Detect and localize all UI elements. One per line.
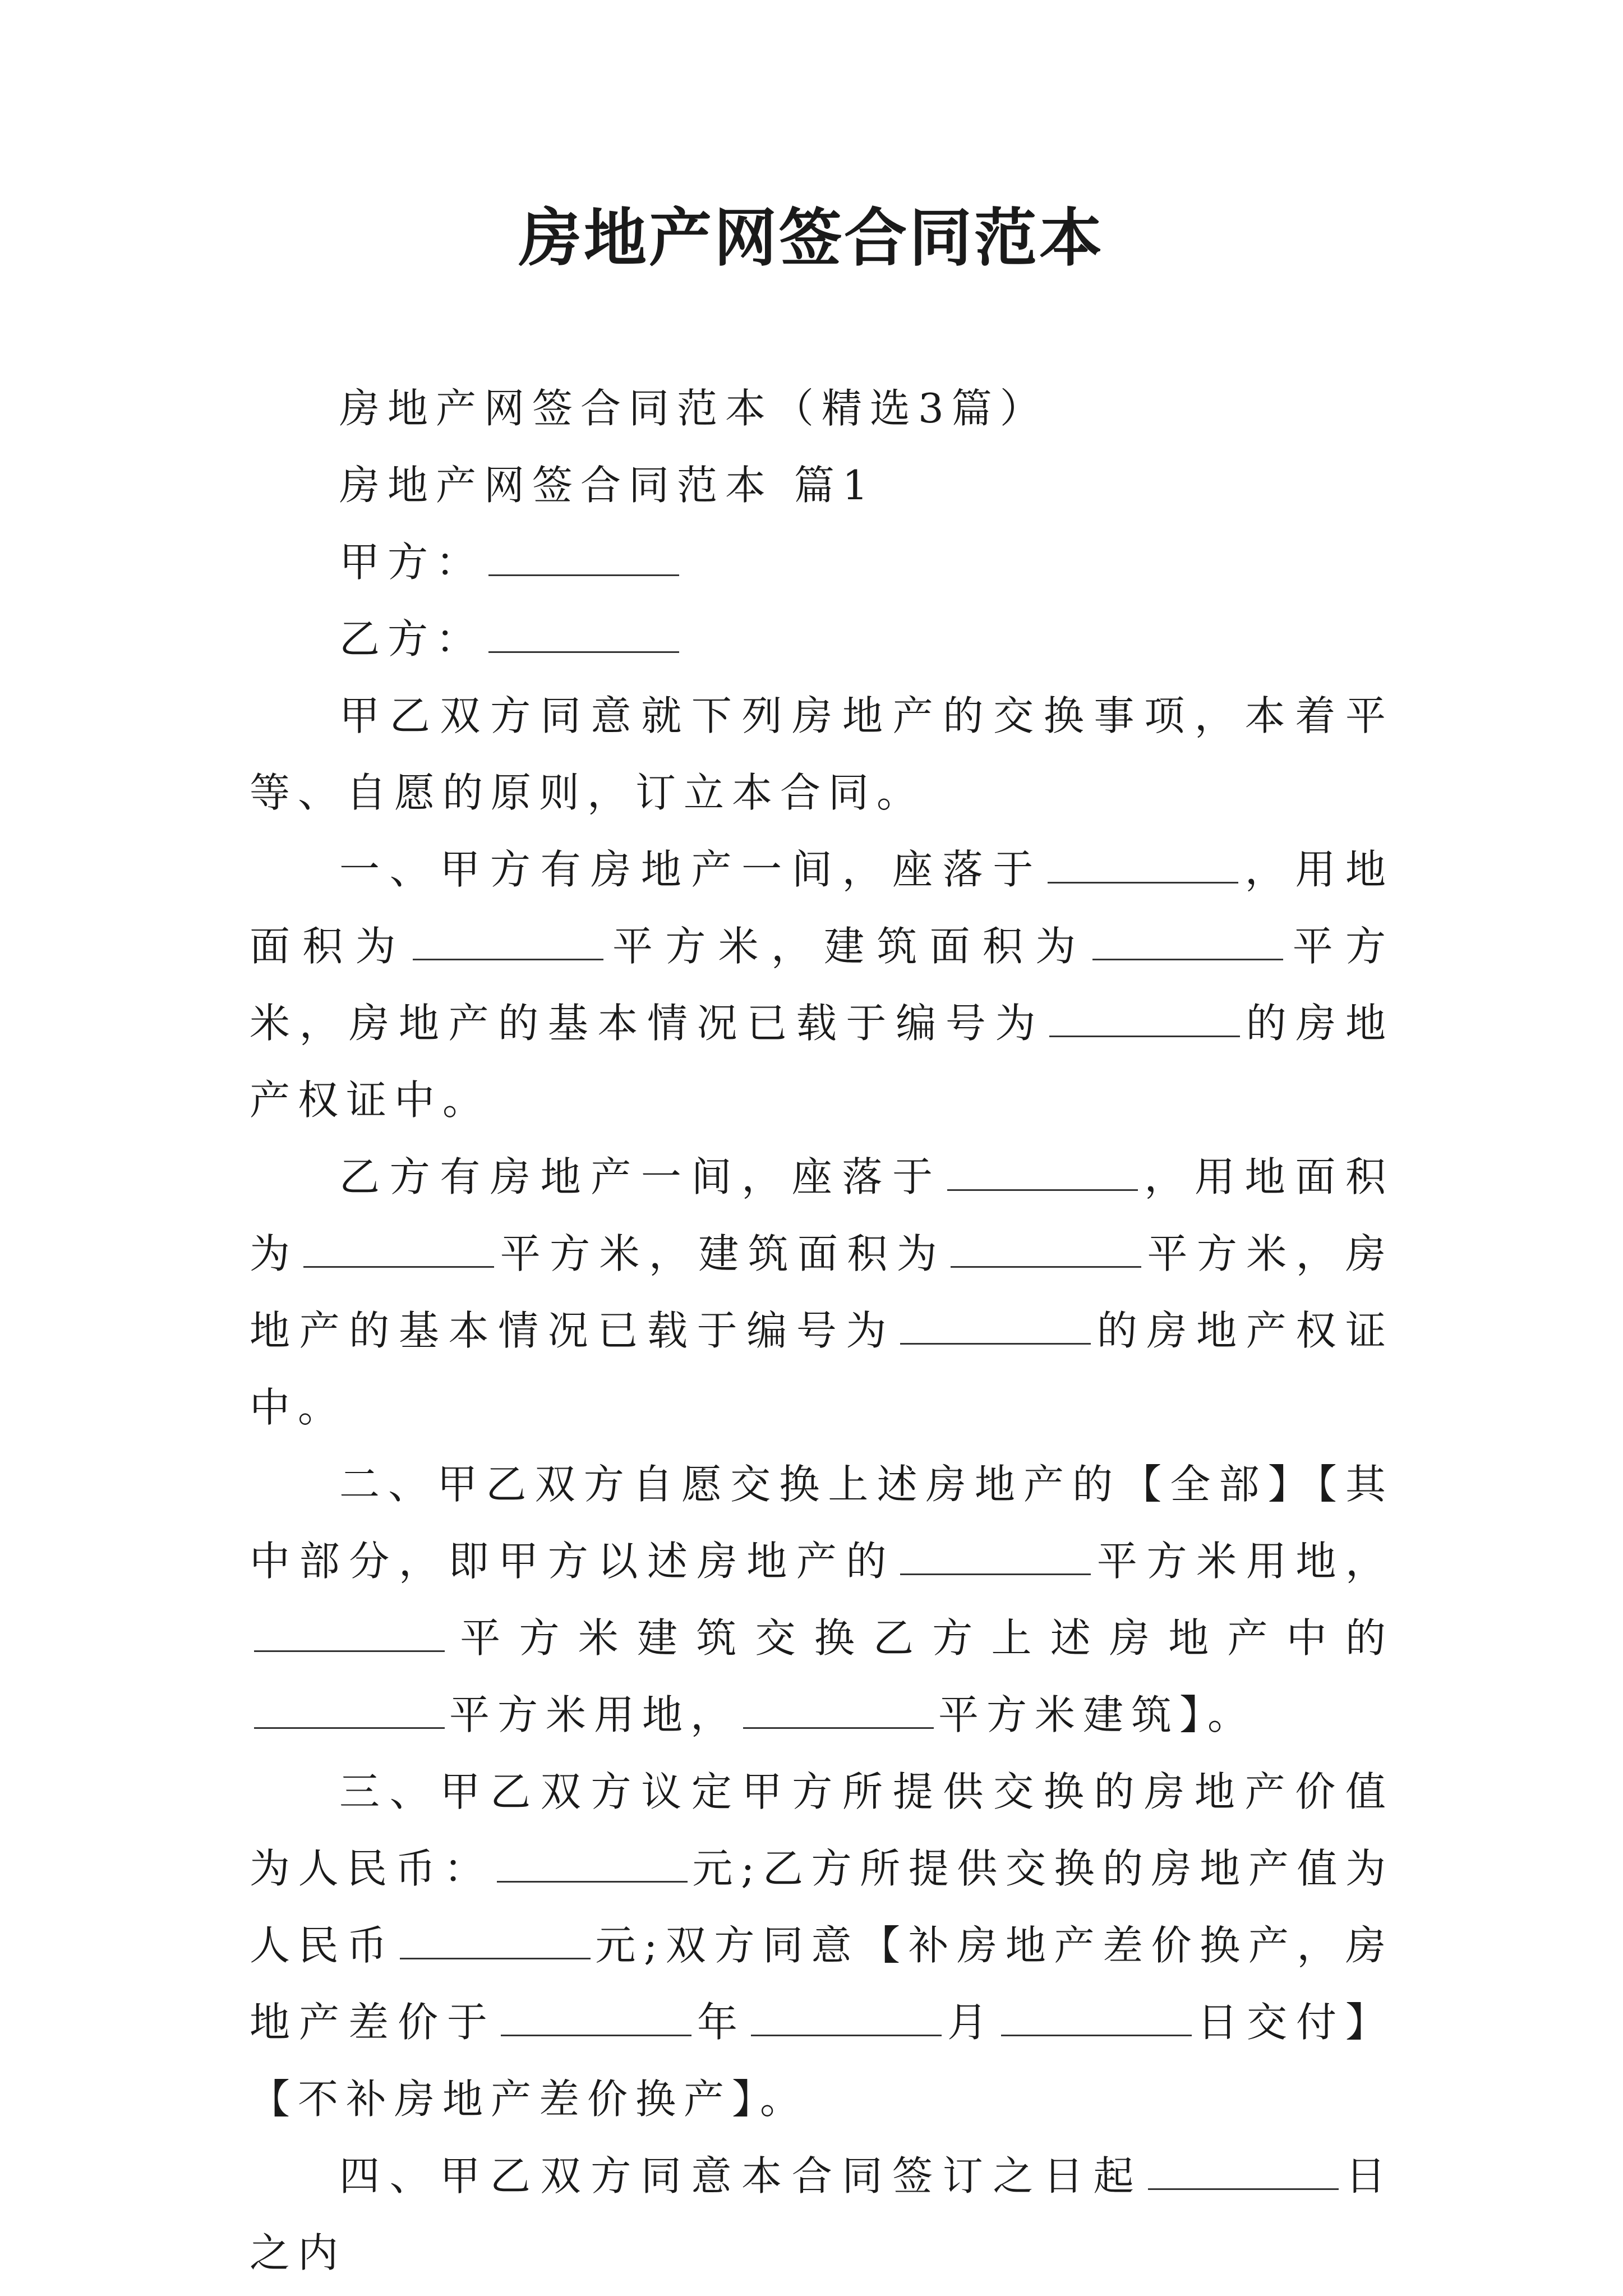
- clause-3-text-2: 元;乙方所提供交换的房地产值为人民币: [250, 1845, 1394, 1969]
- clause-1-text-4: 平方米，房地产的基本情况已载于编号为: [250, 923, 1394, 1047]
- clause-1-text-1: 一、甲方有房地产一间，座落于: [339, 846, 1044, 893]
- clause-3-text-1: 三、甲乙双方议定甲方所提供交换的房地产价值为人民币：: [250, 1768, 1394, 1892]
- clause-1b-text-2: ，用地面积为: [250, 1153, 1394, 1277]
- clause-1b-text-3: 平方米，建筑面积为: [499, 1230, 947, 1277]
- intro-paragraph: [250, 678, 1394, 831]
- document-body: [250, 370, 1394, 2292]
- clause-4-text-2: 日之内: [250, 2152, 1394, 2276]
- party-a-line: [250, 524, 1394, 601]
- clause-2-text-3: 平方米建筑交换乙方上述房地产中的: [449, 1614, 1394, 1662]
- clause-2-text-5: 平方米建筑】。: [938, 1691, 1256, 1738]
- clause-4-text-1: 四、甲乙双方同意本合同签订之日起: [339, 2152, 1144, 2200]
- blank-building-area-b: [951, 1232, 1141, 1268]
- blank-land-area-a: [413, 925, 603, 960]
- blank-exchange-building-b: [743, 1694, 934, 1729]
- party-b-blank: [488, 618, 679, 653]
- blank-land-area-b: [303, 1232, 494, 1268]
- clause-2-text-4: 平方米用地，: [449, 1691, 739, 1738]
- clause-3-text-4: 日交付】【不补房地产差价换产】。: [250, 1999, 1394, 2123]
- clause-1b-text-4: 平方米，房地产的基本情况已载于编号为: [250, 1230, 1394, 1354]
- blank-exchange-building-a: [254, 1617, 445, 1652]
- clause-1-text-5: 的房地产权证中。: [250, 1000, 1394, 1124]
- blank-location-b: [947, 1156, 1138, 1191]
- document-title: 房地产网签合同范本: [519, 201, 1104, 275]
- blank-exchange-land-a: [900, 1540, 1091, 1575]
- clause-1-text-2: ，用地面积为: [250, 846, 1394, 970]
- blank-building-area-a: [1092, 925, 1283, 960]
- clause-3-text-year: 年: [695, 1999, 746, 2046]
- clause-1b-text-1: 乙方有房地产一间，座落于: [339, 1153, 943, 1200]
- blank-days: [1148, 2155, 1339, 2190]
- clause-3-text-3: 元;双方同意【补房地产差价换产，房地产差价于: [250, 1922, 1394, 2046]
- blank-day: [1001, 2001, 1192, 2036]
- blank-certificate-no-b: [900, 1309, 1091, 1345]
- clause-2-text-1: 二、甲乙双方自愿交换上述房地产的【全部】【其中部分，即甲方以述房地产的: [250, 1461, 1394, 1585]
- intro-text: 甲乙双方同意就下列房地产的交换事项，本着平等、自愿的原则，订立本合同。: [250, 692, 1394, 816]
- blank-month: [751, 2001, 942, 2036]
- blank-exchange-land-b: [254, 1694, 445, 1729]
- blank-value-b: [400, 1924, 591, 1959]
- clause-1b-paragraph: [250, 1139, 1394, 1446]
- subtitle: [250, 370, 1394, 447]
- blank-location-a: [1048, 848, 1238, 884]
- clause-4-paragraph: [250, 2138, 1394, 2292]
- section-heading-text: 房地产网签合同范本 篇1: [339, 462, 876, 509]
- party-a-label: 甲方：: [339, 539, 485, 586]
- clause-3-text-month: 月: [946, 1999, 997, 2046]
- party-b-label: 乙方：: [339, 615, 485, 662]
- clause-2-paragraph: [250, 1446, 1394, 1754]
- blank-value-a: [497, 1847, 688, 1883]
- party-b-line: [250, 601, 1394, 678]
- clause-1-paragraph: [250, 831, 1394, 1139]
- clause-1-text-3: 平方米，建筑面积为: [607, 923, 1089, 970]
- clause-2-text-2: 平方米用地，: [1095, 1538, 1394, 1585]
- clause-3-paragraph: [250, 1754, 1394, 2138]
- party-a-blank: [488, 541, 679, 576]
- blank-year: [501, 2001, 691, 2036]
- section-heading: [250, 447, 1394, 524]
- subtitle-text: 房地产网签合同范本（精选3篇）: [339, 385, 1048, 432]
- clause-1b-text-5: 的房地产权证中。: [250, 1307, 1394, 1431]
- blank-certificate-no-a: [1049, 1002, 1240, 1037]
